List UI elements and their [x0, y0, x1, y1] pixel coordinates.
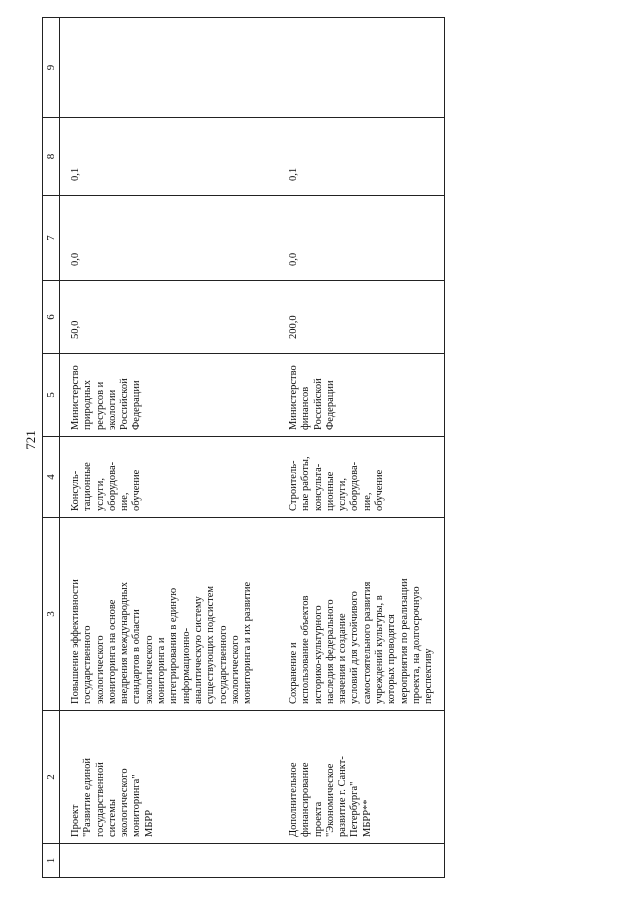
- column-number: 9: [43, 18, 60, 118]
- cell-activities: Строитель- ные работы, консульта- ционные услуги, оборудова- ние, обучение: [278, 437, 444, 518]
- column-number: 4: [43, 437, 60, 518]
- cell-empty: [60, 18, 279, 118]
- cell-value: 0,1: [278, 118, 444, 196]
- rotated-page: [20, 18, 640, 878]
- cell-value: 0,1: [60, 118, 279, 196]
- table-row: [60, 18, 279, 878]
- cell-goal: Повышение эффективности государственного экологического мониторинга на основе внедрения международных стандартов в области экологического мониторинга и интегрирования в единую информационно- аналитическую систему существующих подсистем государственного экологического мониторинга и их развитие: [60, 518, 279, 711]
- column-number: 1: [43, 844, 60, 878]
- table-row: [278, 18, 444, 878]
- column-number-row: [43, 18, 60, 878]
- column-number: 8: [43, 118, 60, 196]
- cell-agency: Министерство финансов Российской Федерации: [278, 354, 444, 437]
- financing-table: [42, 17, 445, 878]
- cell-activities: Консуль- тационные услуги, оборудова- ние, обучение: [60, 437, 279, 518]
- cell-project: Проект "Развитие единой государственной системы экологического мониторинга" МБРР: [60, 711, 279, 844]
- cell-project: Дополнительное финансирование проекта "Экономическое развитие г. Санкт- Петербурга" МБРР**: [278, 711, 444, 844]
- column-number: 2: [43, 711, 60, 844]
- column-number: 6: [43, 281, 60, 354]
- cell-value: 0,0: [60, 196, 279, 281]
- cell-agency: Министерство природных ресурсов и экологии Российской Федерации: [60, 354, 279, 437]
- page-number: 721: [23, 430, 38, 450]
- cell-index: [278, 844, 444, 878]
- cell-value: 0,0: [278, 196, 444, 281]
- cell-goal: Сохранение и использование объектов историко-культурного наследия федерального значения и создание условий для устойчивого самостоятельного развития учреждений культуры, в которых проводятся мероприятия по реализации проекта, на долгосрочную перспективу: [278, 518, 444, 711]
- cell-amount: 50,0: [60, 281, 279, 354]
- cell-empty: [278, 18, 444, 118]
- column-number: 3: [43, 518, 60, 711]
- column-number: 5: [43, 354, 60, 437]
- cell-index: [60, 844, 279, 878]
- cell-amount: 200,0: [278, 281, 444, 354]
- column-number: 7: [43, 196, 60, 281]
